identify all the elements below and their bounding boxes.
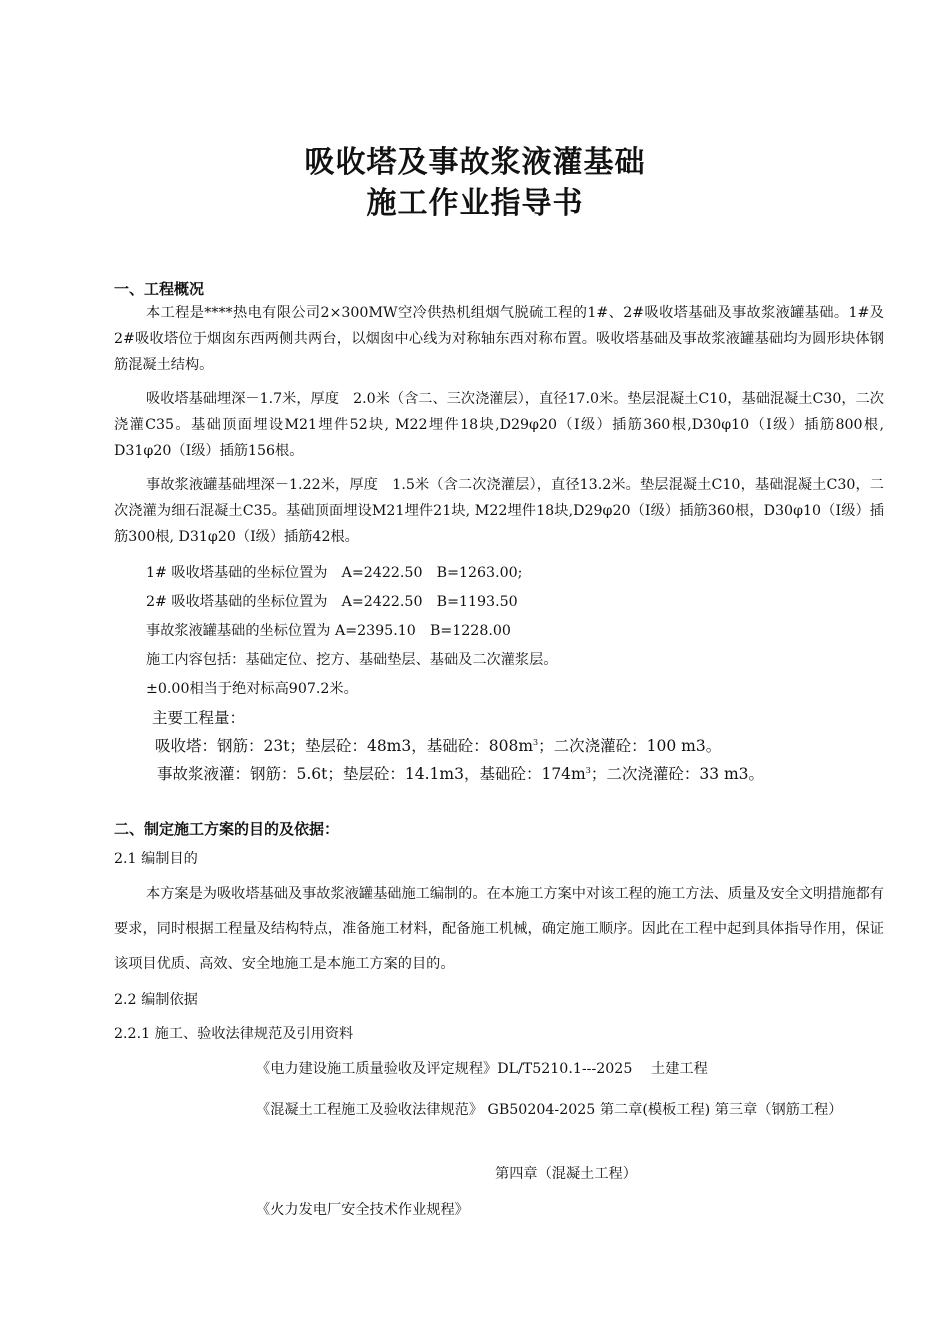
reference-2-cont: 第四章（混凝土工程） (495, 1166, 637, 1182)
section1-para3: 事故浆液罐基础埋深－1.22米，厚度 1.5米（含二次浇灌层），直径13.2米。垫层混凝土C10，基础混凝土C30，二次浇灌为细石混凝土C35。基础顶面埋设M21埋件21块, M22埋件18块,D29φ20（Ⅰ级）插筋360根，D30φ10（Ⅰ级）插筋300根, D31φ20（Ⅰ级）插筋42根。 (114, 477, 884, 545)
coord-line-2: 2# 吸收塔基础的坐标位置为 A=2422.50 B=1193.50 (146, 594, 518, 610)
reference-1: 《电力建设施工质量验收及评定规程》DL/T5210.1---2025 土建工程 (256, 1061, 708, 1077)
elevation-line: ±0.00相当于绝对标高907.2米。 (146, 681, 358, 697)
subsection-2-2-1: 2.2.1 施工、验收法律规范及引用资料 (114, 1026, 354, 1042)
quantities-label: 主要工程量： (152, 709, 246, 727)
reference-3: 《火力发电厂安全技术作业规程》 (256, 1202, 469, 1218)
section1-heading: 一、工程概况 (114, 280, 205, 298)
section1-para1: 本工程是****热电有限公司2×300MW空冷供热机组烟气脱硫工程的1#、2#吸收塔基础及事故浆液罐基础。1#及2#吸收塔位于烟囱东西两侧共两台，以烟囱中心线为对称轴东西对称布置。吸收塔基础及事故浆液罐基础均为圆形块体钢筋混凝土结构。 (114, 305, 884, 373)
reference-2: 《混凝土工程施工及验收法律规范》 GB50204-2025 第二章(模板工程) 第三章（钢筋工程） (256, 1102, 843, 1118)
subsection-2-1: 2.1 编制目的 (114, 851, 198, 867)
subsection-2-2: 2.2 编制依据 (114, 992, 198, 1008)
section1-para2: 吸收塔基础埋深－1.7米，厚度 2.0米（含二、三次浇灌层），直径17.0米。垫层混凝土C10，基础混凝土C30，二次浇灌C35。基础顶面埋设M21埋件52块, M22埋件18块,D29φ20（Ⅰ级）插筋360根,D30φ10（Ⅰ级）插筋800根, D31φ20（Ⅰ级）插筋156根。 (114, 391, 884, 459)
quantity-absorber: 吸收塔：钢筋：23t；垫层砼：48m3，基础砼：$808m^3$；二次浇灌砼：100 m3。 (155, 737, 722, 755)
quantity-tank: 事故浆液灌：钢筋：5.6t；垫层砼：14.1m3，基础砼：$174m^3$；二次浇灌砼：33 m3。 (157, 765, 765, 783)
content-line: 施工内容包括：基础定位、挖方、基础垫层、基础及二次灌浆层。 (146, 652, 558, 668)
doc-title-line1: 吸收塔及事故浆液灌基础 (304, 145, 646, 180)
coord-line-3: 事故浆液罐基础的坐标位置为 A=2395.10 B=1228.00 (146, 623, 511, 639)
section2-heading: 二、制定施工方案的目的及依据： (114, 820, 340, 838)
coord-line-1: 1# 吸收塔基础的坐标位置为 A=2422.50 B=1263.00; (146, 565, 523, 581)
section2-para: 本方案是为吸收塔基础及事故浆液罐基础施工编制的。在本施工方案中对该工程的施工方法、质量及安全文明措施都有要求，同时根据工程量及结构特点，准备施工材料，配备施工机械，确定施工顺序。因此在工程中起到具体指导作用，保证该项目优质、高效、安全地施工是本施工方案的目的。 (114, 886, 884, 972)
doc-title-line2: 施工作业指导书 (366, 186, 584, 221)
